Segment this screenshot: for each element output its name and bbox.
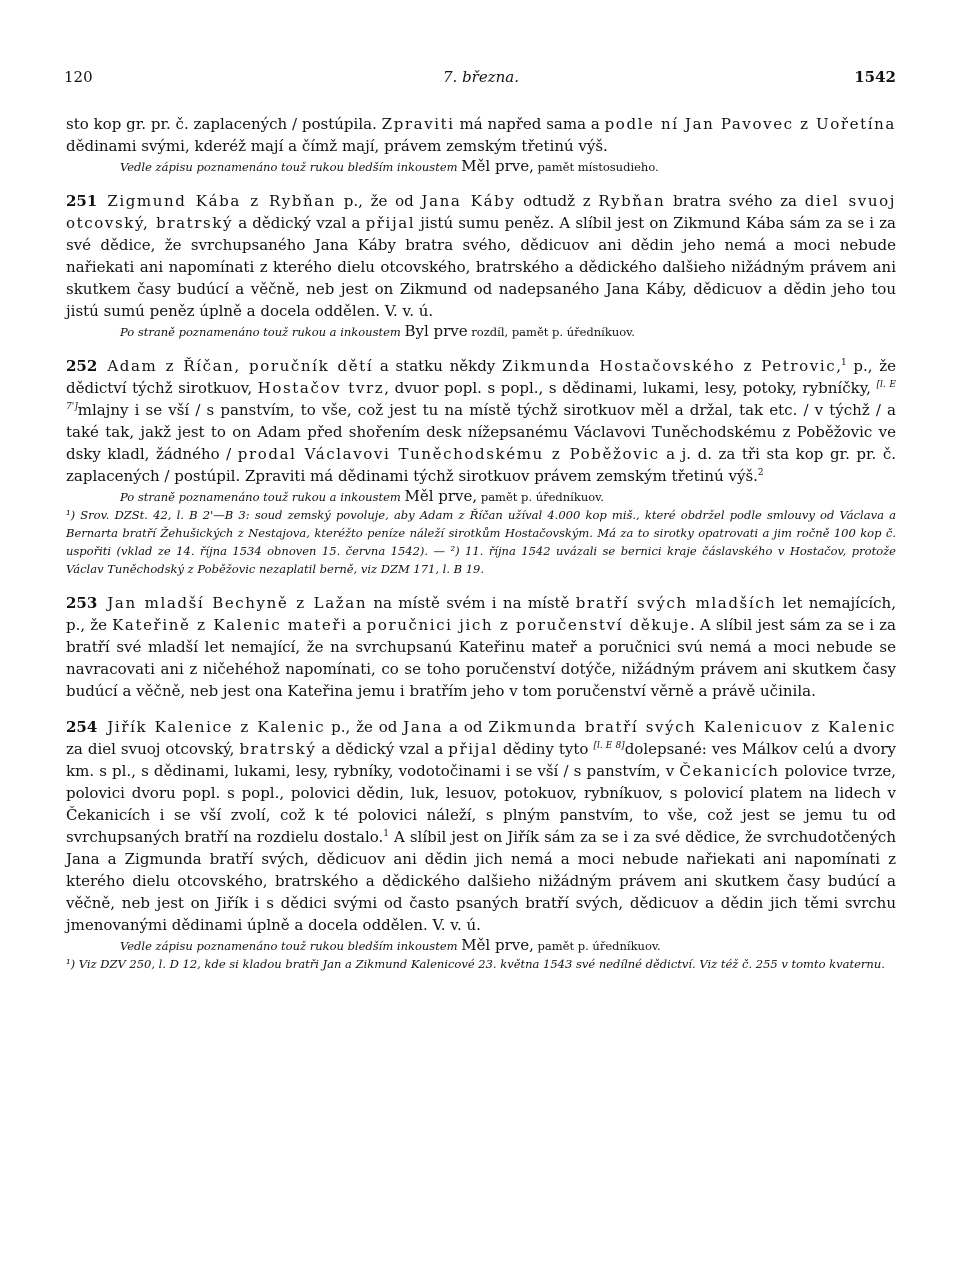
- entry-text: 251 Zigmund Kába z Rybňan p., že od Jana Káby odtudž z Rybňan bratra svého za diel svuoj otcovský, bratrský a dědický vzal a přijal jistú sumu peněz. A slíbil jest on Zikmund Kába sám za se i za své dědice, že svrchupsaného Jana Káby bratra svého, dědicuov ani dědin jeho nemá a moci nebude nařiekati ani napomínati z kterého dielu otcovského, bratrského a dědického dalšieho nižádným právem ani skutkem časy budúcí a věčně, neb jest on Zikmund od nadepsaného Jana Káby, dědicuov a dědin jeho tou jistú sumú peněz úplně a docela oddělen. V. v. ú.: [66, 192, 897, 320]
- document-body: [66, 113, 896, 973]
- entry-number: 253: [66, 594, 98, 612]
- header-date: 7. března.: [442, 68, 519, 86]
- folio-ref: [l. E 7']: [66, 380, 896, 412]
- entry-number: 252: [66, 357, 98, 375]
- entry-text: sto kop gr. pr. č. zaplacených / postúpila. Zpraviti má napřed sama a podle ní Jan Pavovec z Uořetína dědinami svými, kderéž mají a čímž mají, právem zemským třetinú výš.: [66, 115, 896, 155]
- margin-note: Po straně poznamenáno touž rukou a inkoustem Byl prve rozdíl, pamět p. úředníkuov.: [120, 322, 635, 340]
- header-year: 1542: [854, 68, 896, 86]
- margin-note: Vedle zápisu poznamenáno touž rukou bledším inkoustem Měl prve, pamět místosudieho.: [120, 157, 659, 175]
- footnote-ref: 1: [383, 829, 390, 839]
- entry-number: 251: [66, 192, 98, 210]
- margin-note: Po straně poznamenáno touž rukou a inkoustem Měl prve, pamět p. úředníkuov.: [120, 487, 604, 505]
- entry-251: [66, 190, 896, 341]
- footnotes: ¹) Srov. DZSt. 42, l. B 2'—B 3: soud zemský povoluje, aby Adam z Říčan užíval 4.000 kop miš., které obdržel podle smlouvy od Václava a Bernarta bratří Žehušických z Nestajova, kteréžto peníze náleží sirotkům Hostačovským. Má za to sirotky opatrovati a jim ročně 100 kop č. uspořiti (vklad ze 14. října 1534 obnoven 15. června 1542). — ²) 11. října 1542 uvázali se bernici kraje čáslavského v Hostačov, protože Václav Tuněchodský z Poběžovic nezaplatil berně, viz DZM 171, l. B 19.: [66, 508, 896, 576]
- running-header: [66, 68, 896, 88]
- entry-252: [66, 355, 896, 578]
- entry-text: 253 Jan mladší Bechyně z Lažan na místě svém i na místě bratří svých mladších let nemajících, p., že Kateřině z Kalenic mateři a poručnici jich z poručenství děkuje. A slíbil jest sám za se i za bratří své mladší let nemající, že na svrchupsanú Kateřinu mateř a poručnici svú nemá a moci nebude se navracovati ani z ničehéhož napomínati, co se toho poručenství dotýče, nižádným právem ani skutkem časy budúcí a věčně, neb jest ona Kateřina jemu i bratřím jeho v tom poručenství věrně a právě učinila.: [66, 594, 896, 700]
- footnotes: ¹) Viz DZV 250, l. D 12, kde si kladou bratři Jan a Zikmund Kalenicové 23. května 1543 své nedílné dědictví. Viz též č. 255 v tomto kvaternu.: [66, 957, 885, 971]
- footnote-ref: 1: [841, 358, 847, 368]
- entry-text: 254 Jiřík Kalenice z Kalenic p., že od Jana a od Zikmunda bratří svých Kalenicuov z Kalenic za diel svuoj otcovský, bratrský a dědický vzal a přijal dědiny tyto [l. E 8]dolepsané: ves Málkov celú a dvory km. s pl., s dědinami, lukami, lesy, rybníky, vodotočinami i se vší / s panstvím, v Čekanicích polovice tvrze, polovici dvoru popl. s popl., polovici dědin, luk, lesuov, potokuov, rybníkuov, s polovicí platem na lidech v Čekanicích i se vší zvolí, což k té polovici náleží, s plným panstvím, to vše, což jest se jemu tu od svrchupsaných bratří na rozdielu dostalo.$^1$ A slíbil jest on Jiřík sám za se i za své dědice, že svrchudotčených Jana a Zigmunda bratří svých, dědicuov ani dědin jich nemá a moci nebude nařiekati ani napomínati z kterého dielu otcovského, bratrského a dědického dalšieho nižádným právem ani skutkem časy budúcí a věčně, neb jest on Jiřík i s dědici svými od často psaných bratří svých, dědicuov a dědin jich těmi svrchu jmenovanými dědinami úplně a docela oddělen. V. v. ú.: [66, 718, 897, 934]
- entry-number: 254: [66, 718, 98, 736]
- footnote-ref: 2: [757, 468, 764, 478]
- entry-text: 252 Adam z Říčan, poručník dětí a statku někdy Zikmunda Hostačovského z Petrovic,$^1$ p., že dědictví týchž sirotkuov, Hostačov tvrz, dvuor popl. s popl., s dědinami, lukami, lesy, potoky, rybníčky, [l. E 7']mlajny i se vší / s panstvím, to vše, což jest tu na místě týchž sirotkuov měl a držal, tak etc. / v týchž / a také tak, jakž jest to on Adam před shořením desk nížepsanému Václavovi Tuněchodskému z Poběžovic ve dsky kladl, žádného / prodal Václavovi Tuněchodskému z Poběžovic a j. d. za tři sta kop gr. pr. č. zaplacených / postúpil. Zpraviti má dědinami týchž sirotkuov právem zemským třetinú výš.$^2$: [66, 357, 896, 485]
- margin-note: Vedle zápisu poznamenáno touž rukou bledším inkoustem Měl prve, pamět p. úředníkuov.: [120, 936, 661, 954]
- entry-254: [66, 716, 896, 973]
- folio-ref: [l. E 8]: [593, 741, 625, 751]
- entry-continuation: [66, 113, 896, 176]
- page-number: 120: [64, 68, 93, 86]
- entry-253: [66, 592, 896, 702]
